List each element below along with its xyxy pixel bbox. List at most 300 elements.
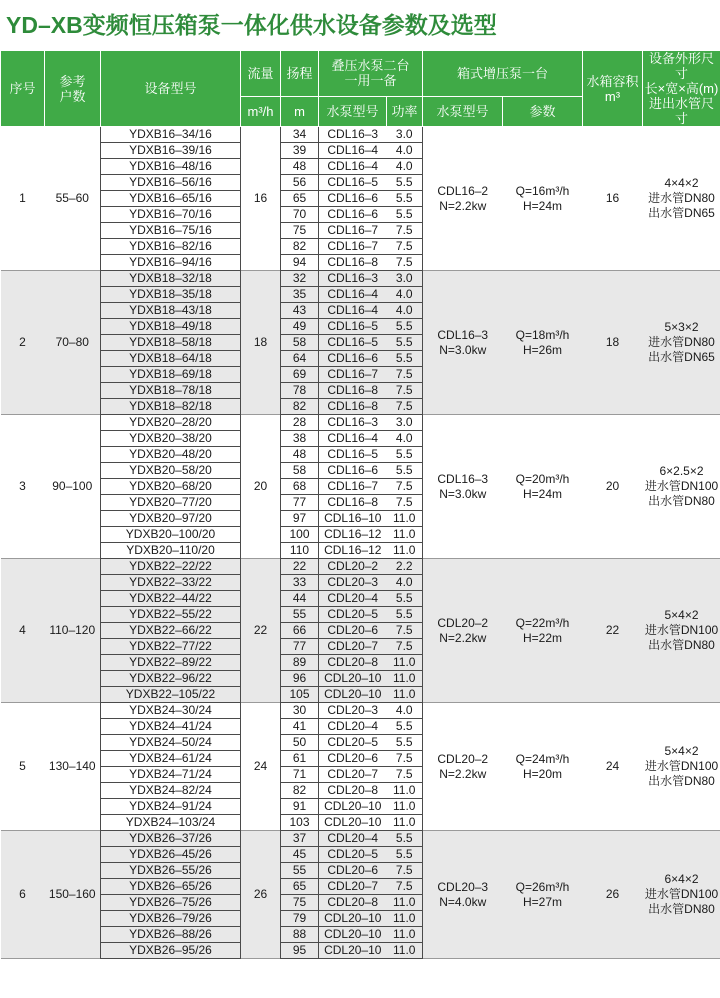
pump-model-cell: CDL20–7 xyxy=(319,767,387,783)
pump-model-cell: CDL16–12 xyxy=(319,543,387,559)
pump-model-cell: CDL16–4 xyxy=(319,143,387,159)
tank-pump-model-line: CDL16–3 xyxy=(437,327,489,342)
flow-cell: 24 xyxy=(253,759,268,773)
model-cell: YDXB26–37/26 xyxy=(101,831,241,847)
tank-volume-cell: 16 xyxy=(605,191,620,205)
power-cell: 2.2 xyxy=(387,559,423,575)
params-line: H=22m xyxy=(522,630,563,645)
pump-model-cell: CDL16–4 xyxy=(319,159,387,175)
dims-line: 出水管DN65 xyxy=(648,350,715,364)
group-5 xyxy=(1,703,720,831)
model-cell: YDXB26–95/26 xyxy=(101,943,241,959)
power-cell: 4.0 xyxy=(387,303,423,319)
power-cell: 11.0 xyxy=(387,943,423,959)
head-cell: 37 xyxy=(281,831,319,847)
head-cell: 100 xyxy=(281,527,319,543)
dims-line: 5×4×2 xyxy=(664,744,699,758)
params-line: H=26m xyxy=(522,342,563,357)
power-cell: 7.5 xyxy=(387,639,423,655)
households-cell: 90–100 xyxy=(52,479,93,493)
dims-line: 5×4×2 xyxy=(664,608,699,622)
head-cell: 58 xyxy=(281,335,319,351)
dims-line: 出水管DN80 xyxy=(648,902,715,916)
dims-line: 出水管DN80 xyxy=(648,774,715,788)
model-cell: YDXB18–49/18 xyxy=(101,319,241,335)
flow-cell: 22 xyxy=(241,559,281,703)
power-cell: 5.5 xyxy=(387,447,423,463)
tank-volume-cell: 20 xyxy=(605,479,620,493)
head-cell: 43 xyxy=(281,303,319,319)
pump-model-cell: CDL16–3 xyxy=(319,415,387,431)
header-households xyxy=(45,51,101,127)
power-cell: 4.0 xyxy=(387,703,423,719)
pump-model-cell: CDL16–10 xyxy=(319,511,387,527)
head-cell: 58 xyxy=(281,463,319,479)
head-cell: 105 xyxy=(281,687,319,703)
model-cell: YDXB18–35/18 xyxy=(101,287,241,303)
power-cell: 7.5 xyxy=(387,623,423,639)
pump-model-cell: CDL20–3 xyxy=(319,575,387,591)
params-line: H=24m xyxy=(522,198,563,213)
params-cell xyxy=(503,415,583,559)
model-cell: YDXB20–48/20 xyxy=(101,447,241,463)
model-cell: YDXB18–43/18 xyxy=(101,303,241,319)
pump-model-cell: CDL16–4 xyxy=(319,287,387,303)
power-cell: 11.0 xyxy=(387,511,423,527)
model-cell: YDXB18–64/18 xyxy=(101,351,241,367)
power-cell: 3.0 xyxy=(387,271,423,287)
header-seq: 序号 xyxy=(1,51,45,127)
power-cell: 5.5 xyxy=(387,175,423,191)
header-dims-line3: 进出水管尺寸 xyxy=(649,96,715,126)
pump-model-cell: CDL16–4 xyxy=(319,303,387,319)
head-cell: 38 xyxy=(281,431,319,447)
pump-model-cell: CDL16–8 xyxy=(319,255,387,271)
head-cell: 45 xyxy=(281,847,319,863)
dims-line: 进水管DN100 xyxy=(644,759,719,773)
pump-model-cell: CDL20–10 xyxy=(319,911,387,927)
head-cell: 41 xyxy=(281,719,319,735)
pump-model-cell: CDL16–6 xyxy=(319,351,387,367)
power-cell: 5.5 xyxy=(387,591,423,607)
head-cell: 77 xyxy=(281,495,319,511)
model-cell: YDXB22–44/22 xyxy=(101,591,241,607)
households-cell: 55–60 xyxy=(55,191,89,205)
head-cell: 88 xyxy=(281,927,319,943)
params-line: Q=16m³/h xyxy=(515,183,570,198)
table-row xyxy=(1,831,720,847)
households-cell: 150–160 xyxy=(45,831,101,959)
header-power: 功率 xyxy=(387,96,423,126)
head-cell: 82 xyxy=(281,239,319,255)
header-stack-pump xyxy=(319,51,423,97)
power-cell: 7.5 xyxy=(387,367,423,383)
model-cell: YDXB20–58/20 xyxy=(101,463,241,479)
tank-pump-model-cell xyxy=(423,127,503,271)
pump-model-cell: CDL16–3 xyxy=(319,127,387,143)
model-cell: YDXB16–56/16 xyxy=(101,175,241,191)
model-cell: YDXB24–91/24 xyxy=(101,799,241,815)
dims-cell xyxy=(643,831,720,959)
params-line: Q=22m³/h xyxy=(515,615,570,630)
power-cell: 7.5 xyxy=(387,255,423,271)
head-cell: 82 xyxy=(281,399,319,415)
dims-cell xyxy=(643,271,720,415)
header-dims-line1: 设备外形尺寸 xyxy=(649,51,715,81)
params-line: Q=20m³/h xyxy=(515,471,570,486)
seq-cell: 1 xyxy=(19,191,26,205)
header-flow: 流量 xyxy=(241,51,281,97)
power-cell: 5.5 xyxy=(387,191,423,207)
head-cell: 22 xyxy=(281,559,319,575)
power-cell: 5.5 xyxy=(387,463,423,479)
tank-pump-model-line: N=2.2kw xyxy=(439,766,487,781)
model-cell: YDXB26–88/26 xyxy=(101,927,241,943)
params-line: Q=24m³/h xyxy=(515,751,570,766)
model-cell: YDXB16–34/16 xyxy=(101,127,241,143)
flow-cell: 26 xyxy=(241,831,281,959)
power-cell: 4.0 xyxy=(387,143,423,159)
tank-pump-model-line: CDL16–2 xyxy=(437,183,489,198)
pump-model-cell: CDL16–5 xyxy=(319,447,387,463)
model-cell: YDXB22–77/22 xyxy=(101,639,241,655)
model-cell: YDXB22–96/22 xyxy=(101,671,241,687)
head-cell: 94 xyxy=(281,255,319,271)
params-cell xyxy=(503,703,583,831)
pump-model-cell: CDL20–5 xyxy=(319,735,387,751)
pump-model-cell: CDL20–10 xyxy=(319,799,387,815)
head-cell: 30 xyxy=(281,703,319,719)
params-cell xyxy=(503,831,583,959)
power-cell: 3.0 xyxy=(387,415,423,431)
model-cell: YDXB20–38/20 xyxy=(101,431,241,447)
power-cell: 11.0 xyxy=(387,655,423,671)
power-cell: 11.0 xyxy=(387,799,423,815)
head-cell: 50 xyxy=(281,735,319,751)
model-cell: YDXB20–110/20 xyxy=(101,543,241,559)
head-cell: 70 xyxy=(281,207,319,223)
head-cell: 44 xyxy=(281,591,319,607)
header-model: 设备型号 xyxy=(101,51,241,127)
head-cell: 35 xyxy=(281,287,319,303)
pump-model-cell: CDL20–7 xyxy=(319,879,387,895)
power-cell: 7.5 xyxy=(387,223,423,239)
households-cell: 70–80 xyxy=(45,271,101,415)
head-cell: 33 xyxy=(281,575,319,591)
pump-model-cell: CDL16–8 xyxy=(319,495,387,511)
households-cell: 130–140 xyxy=(48,759,96,773)
head-cell: 82 xyxy=(281,783,319,799)
tank-volume-cell: 26 xyxy=(583,831,643,959)
power-cell: 7.5 xyxy=(387,863,423,879)
head-cell: 34 xyxy=(281,127,319,143)
group-3 xyxy=(1,415,720,559)
head-cell: 64 xyxy=(281,351,319,367)
model-cell: YDXB26–55/26 xyxy=(101,863,241,879)
head-cell: 75 xyxy=(281,895,319,911)
dims-line: 4×4×2 xyxy=(664,176,699,190)
model-cell: YDXB18–78/18 xyxy=(101,383,241,399)
header-households-text: 参考户数 xyxy=(59,73,86,104)
pump-model-cell: CDL20–2 xyxy=(319,559,387,575)
table-header xyxy=(1,51,720,127)
power-cell: 11.0 xyxy=(387,527,423,543)
dims-line: 出水管DN65 xyxy=(648,206,715,220)
pump-model-cell: CDL16–7 xyxy=(319,223,387,239)
power-cell: 7.5 xyxy=(387,767,423,783)
pump-model-cell: CDL16–3 xyxy=(319,271,387,287)
table-row xyxy=(1,127,720,143)
model-cell: YDXB20–97/20 xyxy=(101,511,241,527)
power-cell: 11.0 xyxy=(387,927,423,943)
model-cell: YDXB16–75/16 xyxy=(101,223,241,239)
dims-line: 进水管DN100 xyxy=(644,623,719,637)
head-cell: 49 xyxy=(281,319,319,335)
seq-cell: 6 xyxy=(1,831,45,959)
group-2 xyxy=(1,271,720,415)
model-cell: YDXB26–45/26 xyxy=(101,847,241,863)
power-cell: 11.0 xyxy=(387,543,423,559)
params-cell xyxy=(503,271,583,415)
seq-cell: 5 xyxy=(19,759,26,773)
power-cell: 7.5 xyxy=(387,383,423,399)
header-tank-pump: 箱式增压泵一台 xyxy=(423,51,583,97)
head-cell: 65 xyxy=(281,191,319,207)
header-params: 参数 xyxy=(503,96,583,126)
tank-pump-model-line: N=2.2kw xyxy=(439,630,487,645)
pump-model-cell: CDL16–8 xyxy=(319,383,387,399)
model-cell: YDXB18–58/18 xyxy=(101,335,241,351)
pump-model-cell: CDL20–4 xyxy=(319,831,387,847)
head-cell: 69 xyxy=(281,367,319,383)
head-cell: 78 xyxy=(281,383,319,399)
flow-cell: 18 xyxy=(241,271,281,415)
model-cell: YDXB24–71/24 xyxy=(101,767,241,783)
model-cell: YDXB26–79/26 xyxy=(101,911,241,927)
spec-table xyxy=(0,50,720,959)
pump-model-cell: CDL20–5 xyxy=(319,607,387,623)
power-cell: 11.0 xyxy=(387,815,423,831)
header-dims-line2: 长×宽×高(m) xyxy=(644,81,719,96)
pump-model-cell: CDL20–10 xyxy=(319,943,387,959)
pump-model-cell: CDL20–10 xyxy=(319,815,387,831)
model-cell: YDXB16–65/16 xyxy=(101,191,241,207)
pump-model-cell: CDL20–10 xyxy=(319,927,387,943)
pump-model-cell: CDL20–7 xyxy=(319,639,387,655)
dims-line: 出水管DN80 xyxy=(648,638,715,652)
head-cell: 61 xyxy=(281,751,319,767)
power-cell: 11.0 xyxy=(387,671,423,687)
pump-model-cell: CDL16–7 xyxy=(319,239,387,255)
power-cell: 7.5 xyxy=(387,879,423,895)
power-cell: 3.0 xyxy=(387,127,423,143)
power-cell: 5.5 xyxy=(387,735,423,751)
power-cell: 7.5 xyxy=(387,239,423,255)
model-cell: YDXB24–30/24 xyxy=(101,703,241,719)
pump-model-cell: CDL20–8 xyxy=(319,655,387,671)
tank-pump-model-line: CDL20–2 xyxy=(437,615,489,630)
pump-model-cell: CDL16–7 xyxy=(319,479,387,495)
households-cell: 110–120 xyxy=(45,559,101,703)
power-cell: 5.5 xyxy=(387,719,423,735)
power-cell: 5.5 xyxy=(387,335,423,351)
params-line: H=24m xyxy=(522,486,563,501)
header-tank-volume-unit: m³ xyxy=(604,88,621,104)
header-dims xyxy=(643,51,720,127)
table-row xyxy=(1,703,720,719)
power-cell: 11.0 xyxy=(387,895,423,911)
model-cell: YDXB24–41/24 xyxy=(101,719,241,735)
header-head: 扬程 xyxy=(281,51,319,97)
pump-model-cell: CDL16–6 xyxy=(319,463,387,479)
tank-pump-model-cell xyxy=(423,415,503,559)
header-head-unit: m xyxy=(281,96,319,126)
head-cell: 55 xyxy=(281,607,319,623)
flow-cell: 16 xyxy=(253,191,268,205)
tank-pump-model-cell xyxy=(423,703,503,831)
head-cell: 95 xyxy=(281,943,319,959)
model-cell: YDXB24–61/24 xyxy=(101,751,241,767)
head-cell: 96 xyxy=(281,671,319,687)
model-cell: YDXB20–68/20 xyxy=(101,479,241,495)
head-cell: 48 xyxy=(281,159,319,175)
model-cell: YDXB24–50/24 xyxy=(101,735,241,751)
model-cell: YDXB22–66/22 xyxy=(101,623,241,639)
seq-cell: 4 xyxy=(1,559,45,703)
pump-model-cell: CDL20–5 xyxy=(319,847,387,863)
head-cell: 71 xyxy=(281,767,319,783)
model-cell: YDXB20–100/20 xyxy=(101,527,241,543)
power-cell: 5.5 xyxy=(387,351,423,367)
tank-pump-model-cell xyxy=(423,831,503,959)
head-cell: 89 xyxy=(281,655,319,671)
flow-cell: 20 xyxy=(253,479,268,493)
group-4 xyxy=(1,559,720,703)
pump-model-cell: CDL20–6 xyxy=(319,751,387,767)
pump-model-cell: CDL20–10 xyxy=(319,671,387,687)
header-pump-model: 水泵型号 xyxy=(319,96,387,126)
page-title: YD–XB变频恒压箱泵一体化供水设备参数及选型 xyxy=(6,12,497,38)
power-cell: 5.5 xyxy=(387,207,423,223)
params-line: Q=18m³/h xyxy=(515,327,570,342)
model-cell: YDXB20–77/20 xyxy=(101,495,241,511)
pump-model-cell: CDL20–4 xyxy=(319,719,387,735)
dims-line: 进水管DN100 xyxy=(644,479,719,493)
model-cell: YDXB22–33/22 xyxy=(101,575,241,591)
head-cell: 103 xyxy=(281,815,319,831)
params-cell xyxy=(503,559,583,703)
power-cell: 11.0 xyxy=(387,687,423,703)
tank-pump-model-line: N=3.0kw xyxy=(439,342,487,357)
pump-model-cell: CDL20–6 xyxy=(319,623,387,639)
pump-model-cell: CDL20–8 xyxy=(319,895,387,911)
model-cell: YDXB16–82/16 xyxy=(101,239,241,255)
model-cell: YDXB18–32/18 xyxy=(101,271,241,287)
table-row xyxy=(1,559,720,575)
model-cell: YDXB22–89/22 xyxy=(101,655,241,671)
tank-volume-cell: 18 xyxy=(583,271,643,415)
head-cell: 75 xyxy=(281,223,319,239)
power-cell: 7.5 xyxy=(387,399,423,415)
pump-model-cell: CDL20–6 xyxy=(319,863,387,879)
seq-cell: 2 xyxy=(1,271,45,415)
head-cell: 66 xyxy=(281,623,319,639)
head-cell: 32 xyxy=(281,271,319,287)
tank-pump-model-line: N=2.2kw xyxy=(439,198,487,213)
power-cell: 4.0 xyxy=(387,159,423,175)
power-cell: 7.5 xyxy=(387,751,423,767)
header-tank-volume-label: 水箱容积 xyxy=(586,73,639,89)
power-cell: 4.0 xyxy=(387,431,423,447)
model-cell: YDXB16–48/16 xyxy=(101,159,241,175)
params-cell xyxy=(503,127,583,271)
dims-line: 6×2.5×2 xyxy=(659,464,704,478)
model-cell: YDXB24–82/24 xyxy=(101,783,241,799)
tank-pump-model-line: CDL16–3 xyxy=(437,471,489,486)
model-cell: YDXB22–105/22 xyxy=(101,687,241,703)
header-flow-unit: m³/h xyxy=(241,96,281,126)
dims-line: 6×4×2 xyxy=(664,872,699,886)
head-cell: 55 xyxy=(281,863,319,879)
seq-cell: 3 xyxy=(19,479,26,493)
head-cell: 91 xyxy=(281,799,319,815)
power-cell: 7.5 xyxy=(387,479,423,495)
table-row xyxy=(1,271,720,287)
head-cell: 79 xyxy=(281,911,319,927)
model-cell: YDXB22–55/22 xyxy=(101,607,241,623)
dims-cell xyxy=(643,559,720,703)
pump-model-cell: CDL20–4 xyxy=(319,591,387,607)
dims-line: 进水管DN80 xyxy=(648,335,715,349)
group-6 xyxy=(1,831,720,959)
pump-model-cell: CDL16–5 xyxy=(319,175,387,191)
head-cell: 48 xyxy=(281,447,319,463)
head-cell: 110 xyxy=(281,543,319,559)
power-cell: 4.0 xyxy=(387,287,423,303)
dims-line: 出水管DN80 xyxy=(648,494,715,508)
head-cell: 68 xyxy=(281,479,319,495)
power-cell: 4.0 xyxy=(387,575,423,591)
pump-model-cell: CDL16–4 xyxy=(319,431,387,447)
model-cell: YDXB24–103/24 xyxy=(101,815,241,831)
head-cell: 39 xyxy=(281,143,319,159)
model-cell: YDXB26–65/26 xyxy=(101,879,241,895)
pump-model-cell: CDL20–3 xyxy=(319,703,387,719)
model-cell: YDXB22–22/22 xyxy=(101,559,241,575)
pump-model-cell: CDL20–10 xyxy=(319,687,387,703)
model-cell: YDXB26–75/26 xyxy=(101,895,241,911)
tank-volume-cell: 22 xyxy=(583,559,643,703)
power-cell: 5.5 xyxy=(387,319,423,335)
dims-line: 5×3×2 xyxy=(664,320,699,334)
pump-model-cell: CDL16–8 xyxy=(319,399,387,415)
tank-volume-cell: 24 xyxy=(605,759,620,773)
pump-model-cell: CDL20–8 xyxy=(319,783,387,799)
model-cell: YDXB18–82/18 xyxy=(101,399,241,415)
power-cell: 5.5 xyxy=(387,831,423,847)
model-cell: YDXB20–28/20 xyxy=(101,415,241,431)
head-cell: 56 xyxy=(281,175,319,191)
pump-model-cell: CDL16–12 xyxy=(319,527,387,543)
pump-model-cell: CDL16–6 xyxy=(319,207,387,223)
power-cell: 5.5 xyxy=(387,607,423,623)
tank-pump-model-cell xyxy=(423,271,503,415)
group-1 xyxy=(1,127,720,271)
tank-pump-model-line: N=4.0kw xyxy=(439,894,487,909)
dims-cell xyxy=(643,415,720,559)
pump-model-cell: CDL16–5 xyxy=(319,335,387,351)
model-cell: YDXB16–94/16 xyxy=(101,255,241,271)
